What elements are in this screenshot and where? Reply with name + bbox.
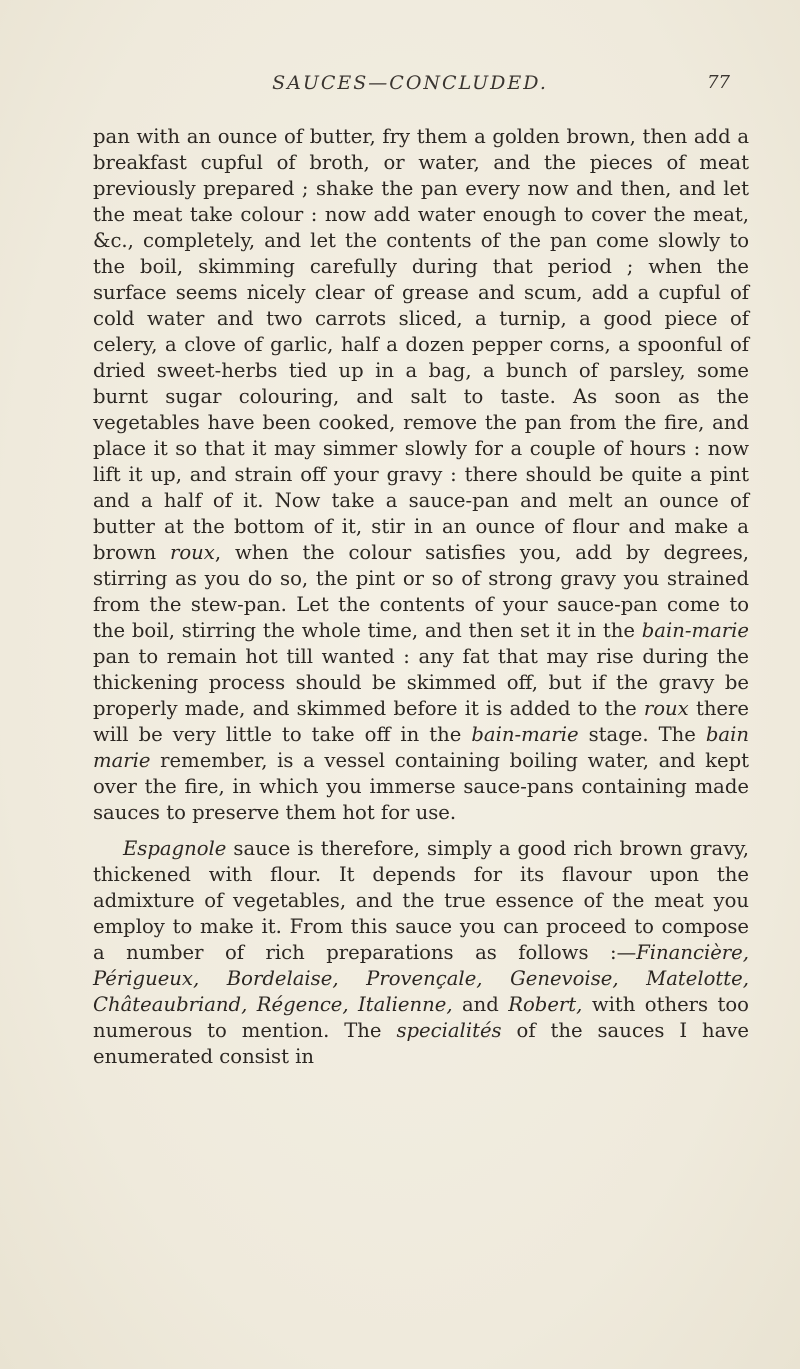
italic-term-specialites: specialités xyxy=(396,1019,502,1042)
italic-term-roux: roux xyxy=(170,541,215,564)
text-run: there will be very little to take off in the xyxy=(93,697,749,746)
running-head: SAUCES—CONCLUDED. xyxy=(272,72,548,94)
text-run: stage. The xyxy=(578,723,706,746)
paragraph-1 xyxy=(93,124,749,826)
text-run: pan with an ounce of butter, fry them a golden brown, then add a breakfast cupful of broth, or water, and the pieces of meat previously prepared ; shake the pan every now and then, and let the meat take colour : now add water enough to cover the meat, &c., completely, and let the contents of the pan come slowly to the boil, skimming carefully during that period ; when the surface seems nicely clear of grease and scum, add a cupful of cold water and two carrots sliced, a turnip, a good piece of celery, a clove of garlic, half a dozen pepper corns, a spoonful of dried sweet-herbs tied up in a bag, a bunch of parsley, some burnt sugar colouring, and salt to taste. As soon as the vegetables have been cooked, remove the pan from the fire, and place it so that it may simmer slowly for a couple of hours : now lift it up, and strain off your gravy : there should be quite a pint and a half of it. Now take a sauce-pan and melt an ounce of butter at the bottom of it, stir in an ounce of flour and make a brown xyxy=(93,125,749,564)
text-run: of the sauces I have enumerated consist in xyxy=(93,1019,750,1068)
page-number: 77 xyxy=(707,72,730,93)
text-run: remember, is a vessel containing boiling water, and kept over the fire, in which you immerse sauce-pans containing made sauces to preserve them hot for use. xyxy=(93,749,749,824)
italic-term-bain-marie: bain marie xyxy=(93,723,749,772)
text-run: , when the colour satisfies you, add by degrees, stirring as you do so, the pint or so of strong gravy you strained from the stew-pan. Let the contents of your sauce-pan come to the boil, stirring the whole time, and then set it in the xyxy=(93,541,749,642)
page-header xyxy=(90,72,730,108)
italic-term-roux: roux xyxy=(643,697,689,720)
text-run: and xyxy=(452,993,509,1016)
italic-term-robert: Robert, xyxy=(508,993,583,1016)
body-text xyxy=(93,124,749,1070)
italic-sauce-list: Financière, Périgueux, Bordelaise, Provençale, Genevoise, Matelotte, Châteaubriand, Régence, Italienne, xyxy=(93,941,749,1016)
text-run: sauce is therefore, simply a good rich brown gravy, thickened with flour. It depends for its flavour upon the admixture of vegetables, and the true essence of the meat you employ to make it. From this sauce you can proceed to compose a number of rich preparations as follows :— xyxy=(93,837,749,964)
text-run: pan to remain hot till wanted : any fat that may rise during the thickening process should be skimmed off, but if the gravy be properly made, and skimmed before it is added to the xyxy=(93,645,749,720)
text-run: with others too numerous to mention. The xyxy=(93,993,749,1042)
italic-term-bain-marie: bain-marie xyxy=(471,723,579,746)
italic-term-bain-marie: bain-marie xyxy=(641,619,749,642)
paragraph-2 xyxy=(93,836,749,1070)
italic-term-espagnole: Espagnole xyxy=(123,837,227,860)
